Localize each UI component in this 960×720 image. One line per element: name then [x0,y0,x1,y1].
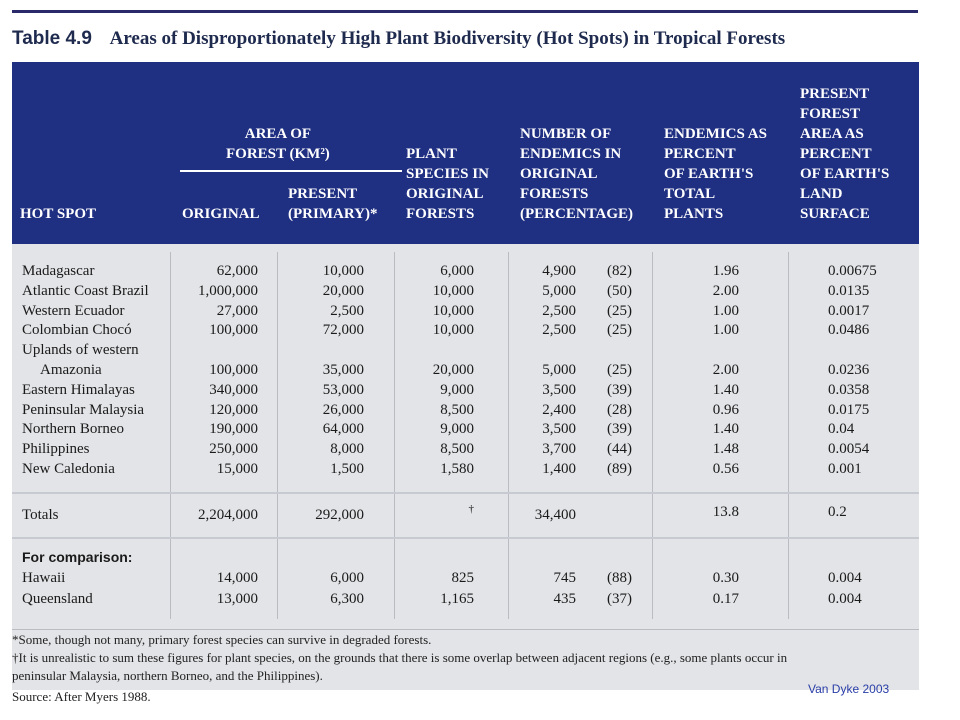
cell-endemics: 2,500 [542,322,576,339]
cell-endemics: 2,400 [542,401,576,418]
footnote-rule [12,629,919,630]
cell-species: 6,000 [440,263,474,279]
cell-area-share: 0.2 [828,504,847,520]
cell-present: 26,000 [322,401,364,418]
cell-pct: (25) [607,362,632,378]
cell-original: 13,000 [216,591,258,607]
header-original: ORIGINAL [182,206,260,222]
cell-original: 14,000 [216,570,258,586]
header-area-of-forest: AREA OF FOREST (KM²) [226,126,330,162]
cell-pct: (39) [607,381,632,398]
cell-species: 8,500 [440,401,474,418]
cell-endemics: 4,900 [542,263,576,279]
cell-species: 10,000 [432,322,474,339]
cell-species: 8,500 [440,441,474,458]
cell-species: 1,580 [440,461,474,477]
cell-pct: (25) [607,322,632,339]
cell-hot-spot: Uplands of western [22,342,139,359]
cell-area-share: 0.0358 [828,381,870,398]
cell-original: 15,000 [216,461,258,477]
cell-species: 825 [451,570,474,586]
cell-endemic-share: 1.48 [712,441,739,458]
cell-endemic-share: 0.96 [712,401,739,418]
cell-area-share: 0.0236 [828,362,870,378]
cell-endemics: 745 [553,570,576,586]
cell-present: 292,000 [315,507,364,523]
cell-hot-spot: Colombian Chocó [22,322,132,339]
cell-original: 100,000 [209,322,258,339]
cell-area-share: 0.001 [828,461,862,477]
cell-pct: (89) [607,461,632,477]
credit-label: Van Dyke 2003 [808,682,890,696]
cell-area-share: 0.0175 [828,401,870,418]
cell-endemics: 435 [553,591,576,607]
cell-present: 6,300 [330,591,364,607]
cell-original: 100,000 [209,362,258,378]
footnote-dagger-cont: peninsular Malaysia, northern Borneo, and the Philippines). [12,668,323,683]
cell-endemic-share: 1.00 [712,302,739,319]
cell-species: 10,000 [432,282,474,299]
cell-hot-spot: Atlantic Coast Brazil [22,282,149,299]
cell-endemics: 3,500 [542,381,576,398]
cell-present: 20,000 [322,282,364,299]
cell-endemic-share: 1.96 [712,263,739,279]
cell-present: 72,000 [322,322,364,339]
cell-endemic-share: 1.40 [712,381,739,398]
cell-hot-spot: Queensland [22,591,93,607]
cell-species: 9,000 [440,381,474,398]
header-endemics-percent: ENDEMICS AS PERCENT OF EARTH'S TOTAL PLANTS [664,126,767,222]
cell-totals-label: Totals [22,507,59,523]
cell-original: 27,000 [216,302,258,319]
cell-present: 8,000 [330,441,364,458]
cell-species: 9,000 [440,421,474,438]
cell-present: 2,500 [330,302,364,319]
header-plant-species: PLANT SPECIES IN ORIGINAL FORESTS [406,146,489,222]
cell-present: 10,000 [322,263,364,279]
cell-species: 20,000 [432,362,474,378]
comparison-rule [12,537,919,539]
header-span-rule [180,170,402,172]
cell-present: 35,000 [322,362,364,378]
cell-area-share: 0.0486 [828,322,870,339]
cell-hot-spot: Peninsular Malaysia [22,401,145,418]
cell-endemic-share: 0.17 [712,591,739,607]
table-title: Areas of Disproportionately High Plant Biodiversity (Hot Spots) in Tropical Forests [109,28,786,49]
cell-pct: (39) [607,421,632,438]
cell-pct: (37) [607,591,632,607]
header-forest-area: PRESENT FOREST AREA AS PERCENT OF EARTH'S LAND SURFACE [800,86,890,222]
cell-species: 1,165 [440,591,474,607]
totals-rule [12,492,919,494]
cell-present: 64,000 [322,421,364,438]
cell-area-share: 0.0135 [828,282,870,299]
cell-hot-spot: Northern Borneo [22,421,125,438]
cell-hot-spot: Philippines [22,441,90,458]
cell-endemic-share: 0.30 [712,570,739,586]
cell-endemic-share: 13.8 [712,504,739,520]
cell-hot-spot: New Caledonia [22,461,115,477]
cell-hot-spot: Madagascar [22,263,95,279]
cell-endemic-share: 1.00 [712,322,739,339]
cell-hot-spot: Western Ecuador [22,302,125,319]
cell-area-share: 0.004 [828,591,862,607]
table-header [12,62,919,244]
cell-original: 62,000 [216,263,258,279]
cell-original: 1,000,000 [198,282,258,299]
cell-endemics: 2,500 [542,302,576,319]
header-hot-spot: HOT SPOT [20,206,96,222]
cell-endemic-share: 2.00 [712,362,739,378]
cell-pct: (44) [607,441,632,458]
cell-pct: (25) [607,302,632,319]
cell-hot-spot: Hawaii [22,570,66,586]
cell-endemics: 3,700 [542,441,576,458]
cell-endemic-share: 2.00 [712,282,739,299]
cell-original: 340,000 [209,381,258,398]
cell-area-share: 0.0054 [828,441,870,458]
table-number: Table 4.9 [12,28,92,49]
cell-endemic-share: 1.40 [712,421,739,438]
cell-area-share: 0.0017 [828,302,870,319]
cell-present: 53,000 [322,381,364,398]
cell-pct: (50) [607,282,632,299]
cell-present: 1,500 [330,461,364,477]
cell-hot-spot: Amazonia [40,362,102,378]
footnote-star: *Some, though not many, primary forest species can survive in degraded forests. [12,632,432,647]
footnote-source: Source: After Myers 1988. [12,689,151,704]
cell-endemic-share: 0.56 [712,461,739,477]
cell-endemics: 34,400 [534,507,576,523]
footnote-dagger: †It is unrealistic to sum these figures for plant species, on the grounds that there is some overlap between adjacent regions (e.g., some plants occur in [12,650,788,665]
cell-endemics: 1,400 [542,461,576,477]
top-rule [12,10,918,13]
cell-original: 190,000 [209,421,258,438]
header-endemics: NUMBER OF ENDEMICS IN ORIGINAL FORESTS (PERCENTAGE) [520,126,634,222]
cell-area-share: 0.004 [828,570,862,586]
cell-endemics: 5,000 [542,362,576,378]
cell-pct: (82) [607,263,632,279]
table-caption [12,28,785,50]
cell-original: 2,204,000 [198,507,258,523]
cell-original: 120,000 [209,401,258,418]
cell-pct: (88) [607,570,632,586]
cell-comparison-label: For comparison: [22,549,133,565]
cell-species: † [468,503,474,515]
cell-area-share: 0.04 [828,421,855,438]
cell-area-share: 0.00675 [828,263,877,279]
cell-hot-spot: Eastern Himalayas [22,381,135,398]
cell-species: 10,000 [432,302,474,319]
cell-endemics: 5,000 [542,282,576,299]
cell-pct: (28) [607,401,632,418]
cell-present: 6,000 [330,570,364,586]
header-present: PRESENT (PRIMARY)* [288,186,378,222]
col-divider [788,252,789,619]
cell-original: 250,000 [209,441,258,458]
cell-endemics: 3,500 [542,421,576,438]
